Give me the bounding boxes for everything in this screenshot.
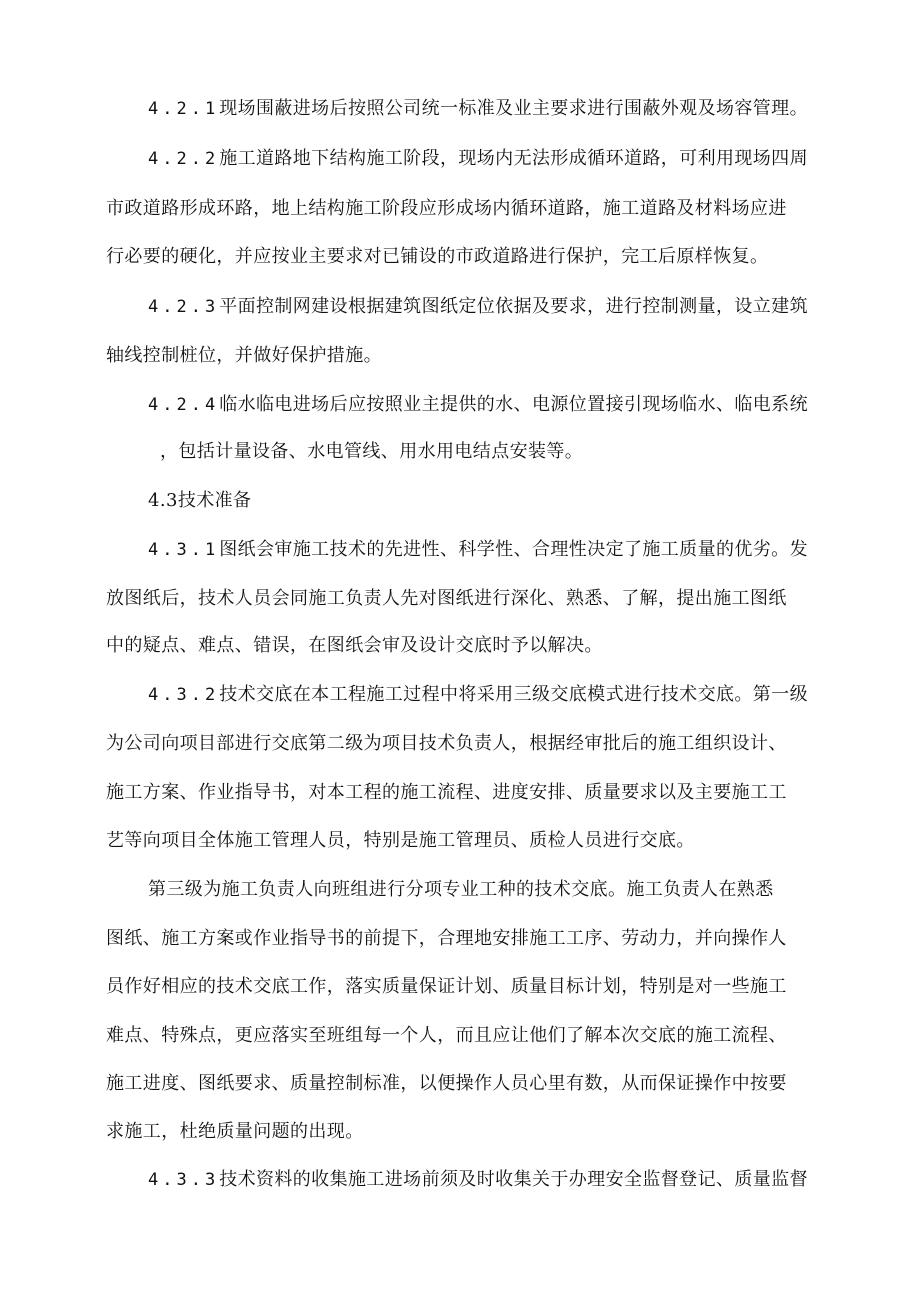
section-number: 4.3.1 xyxy=(148,540,220,560)
line-text: 平面控制网建设根据建筑图纸定位依据及要求，进行控制测量，设立建筑 xyxy=(219,296,808,317)
line-text: 施工进度、图纸要求、质量控制标准，以便操作人员心里有数，从而保证操作中按要 xyxy=(106,1073,787,1094)
text-line xyxy=(106,344,382,368)
line-text: 行必要的硬化，并应按业主要求对已铺设的市政道路进行保护，完工后原样恢复。 xyxy=(106,246,769,267)
section-number: 4.3.2 xyxy=(148,685,220,705)
section-number: 4.2.1 xyxy=(148,99,220,119)
text-line xyxy=(106,781,787,805)
text-line xyxy=(106,245,768,269)
text-line xyxy=(148,97,808,121)
heading-text: 4.3技术准备 xyxy=(148,490,252,511)
line-text: 施工方案、作业指导书，对本工程的施工流程、进度安排、质量要求以及主要施工工 xyxy=(106,782,787,803)
line-text: 轴线控制桩位，并做好保护措施。 xyxy=(106,345,382,366)
section-heading xyxy=(148,489,251,513)
line-text: 中的疑点、难点、错误，在图纸会审及设计交底时予以解决。 xyxy=(106,635,603,656)
text-line xyxy=(106,975,787,999)
text-line xyxy=(148,147,808,171)
line-text: 施工道路地下结构施工阶段，现场内无法形成循环道路，可利用现场四周 xyxy=(219,148,808,169)
text-line xyxy=(160,440,583,464)
text-line xyxy=(106,1024,787,1048)
text-line xyxy=(106,197,787,221)
line-text: 技术交底在本工程施工过程中将采用三级交底模式进行技术交底。第一级 xyxy=(219,684,808,705)
section-number: 4.2.4 xyxy=(148,395,220,415)
text-line xyxy=(148,683,808,707)
text-line xyxy=(148,878,774,902)
line-text: 为公司向项目部进行交底第二级为项目技术负责人，根据经审批后的施工组织设计、 xyxy=(106,733,787,754)
line-text: 现场围蔽进场后按照公司统一标准及业主要求进行围蔽外观及场容管理。 xyxy=(219,98,808,119)
line-text: ，包括计量设备、水电管线、用水用电结点安装等。 xyxy=(160,441,584,462)
text-line xyxy=(148,393,808,417)
text-line xyxy=(148,295,808,319)
text-line xyxy=(106,927,787,951)
text-line xyxy=(106,587,787,611)
line-text: 临水临电进场后应按照业主提供的水、电源位置接引现场临水、临电系统 xyxy=(219,394,808,415)
text-line xyxy=(106,829,695,853)
text-line xyxy=(106,1072,787,1096)
line-text: 市政道路形成环路，地上结构施工阶段应形成场内循环道路，施工道路及材料场应进 xyxy=(106,198,787,219)
line-text: 员作好相应的技术交底工作，落实质量保证计划、质量目标计划，特别是对一些施工 xyxy=(106,976,787,997)
section-number: 4.3.3 xyxy=(148,1170,220,1190)
text-line xyxy=(148,1168,808,1192)
line-text: 图纸会审施工技术的先进性、科学性、合理性决定了施工质量的优劣。发 xyxy=(219,539,808,560)
section-number: 4.2.3 xyxy=(148,297,220,317)
text-line xyxy=(106,1120,364,1144)
line-text: 难点、特殊点，更应落实至班组每一个人，而且应让他们了解本次交底的施工流程、 xyxy=(106,1025,787,1046)
line-text: 技术资料的收集施工进场前须及时收集关于办理安全监督登记、质量监督 xyxy=(219,1169,808,1190)
line-text: 第三级为施工负责人向班组进行分项专业工种的技术交底。施工负责人在熟悉 xyxy=(148,879,774,900)
text-line xyxy=(106,634,603,658)
line-text: 放图纸后，技术人员会同施工负责人先对图纸进行深化、熟悉、了解，提出施工图纸 xyxy=(106,588,787,609)
line-text: 图纸、施工方案或作业指导书的前提下，合理地安排施工工序、劳动力，并向操作人 xyxy=(106,928,787,949)
line-text: 艺等向项目全体施工管理人员，特别是施工管理员、质检人员进行交底。 xyxy=(106,830,695,851)
text-line xyxy=(148,538,808,562)
line-text: 求施工，杜绝质量问题的出现。 xyxy=(106,1121,364,1142)
text-line xyxy=(106,732,787,756)
section-number: 4.2.2 xyxy=(148,149,220,169)
